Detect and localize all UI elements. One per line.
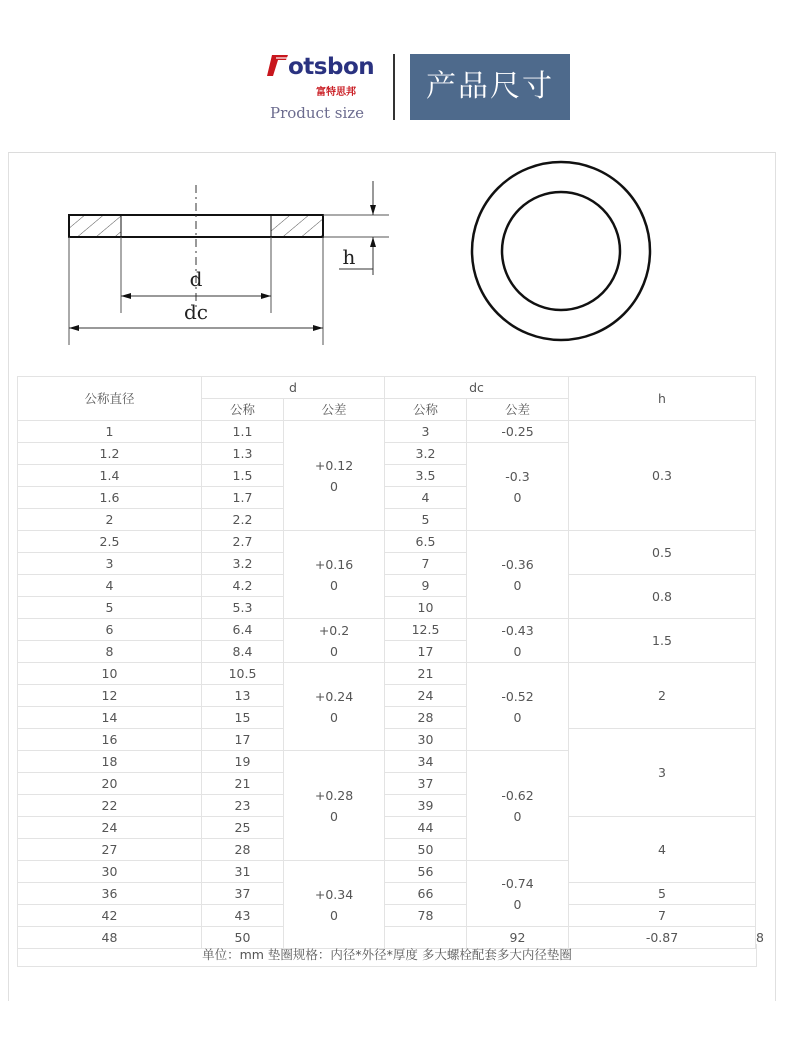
tolerance-upper: -0.87 xyxy=(645,930,679,945)
d-nominal-cell: 2.2 xyxy=(202,509,284,531)
d-tolerance-cell xyxy=(284,751,385,861)
header xyxy=(0,40,790,130)
dc-nominal-cell: 30 xyxy=(385,729,467,751)
header-d-nominal: 公称 xyxy=(202,399,284,421)
dc-nominal-cell: 12.5 xyxy=(385,619,467,641)
header-d: d xyxy=(202,377,385,399)
d-tolerance-cell xyxy=(284,619,385,663)
header-nominal: 公称直径 xyxy=(18,377,202,421)
nominal-size-cell: 5 xyxy=(18,597,202,619)
page-title: 产品尺寸 xyxy=(410,54,570,120)
tolerance-lower: 0 xyxy=(330,709,338,725)
label-h: h xyxy=(342,245,356,269)
d-nominal-cell: 1.7 xyxy=(202,487,284,509)
d-nominal-cell: 15 xyxy=(202,707,284,729)
nominal-size-cell: 3 xyxy=(18,553,202,575)
d-nominal-cell: 17 xyxy=(202,729,284,751)
tolerance-upper: -0.43 xyxy=(501,622,534,638)
brand-logo xyxy=(266,52,396,122)
tolerance-upper: +0.34 xyxy=(314,886,354,902)
nominal-size-cell: 36 xyxy=(18,883,202,905)
dc-nominal-cell: 3.2 xyxy=(385,443,467,465)
dc-tolerance-cell xyxy=(467,443,569,531)
brand-name: otsbon xyxy=(288,54,375,80)
spec-table xyxy=(17,376,764,949)
tolerance-upper: -0.62 xyxy=(501,787,534,803)
header-divider xyxy=(393,54,395,120)
d-nominal-cell: 1.1 xyxy=(202,421,284,443)
dc-tolerance-cell xyxy=(467,663,569,751)
table-row xyxy=(18,531,756,553)
header-dc-tolerance: 公差 xyxy=(467,399,569,421)
d-nominal-cell: 43 xyxy=(202,905,284,927)
tolerance-lower: 0 xyxy=(330,577,338,593)
thickness-cell: 2 xyxy=(569,663,756,729)
dc-nominal-cell: 28 xyxy=(385,707,467,729)
tolerance-lower: 0 xyxy=(330,643,338,659)
dc-nominal-cell: 4 xyxy=(385,487,467,509)
d-nominal-cell: 21 xyxy=(202,773,284,795)
dc-nominal-cell: 24 xyxy=(385,685,467,707)
d-tolerance-cell xyxy=(284,861,385,949)
nominal-size-cell: 2 xyxy=(18,509,202,531)
nominal-size-cell: 14 xyxy=(18,707,202,729)
table-row: 48 50 92 -0.87 8 xyxy=(18,927,756,949)
thickness-cell: 4 xyxy=(569,817,756,883)
tolerance-upper: +0.16 xyxy=(314,556,354,572)
tolerance-upper: -0.36 xyxy=(501,556,534,572)
nominal-size-cell: 16 xyxy=(18,729,202,751)
nominal-size-cell: 24 xyxy=(18,817,202,839)
thickness-cell: 7 xyxy=(569,905,756,927)
nominal-size-cell: 27 xyxy=(18,839,202,861)
tolerance-lower: 0 xyxy=(513,896,522,912)
dc-tolerance-cell xyxy=(467,619,569,663)
nominal-size-cell: 1 xyxy=(18,421,202,443)
nominal-size-cell: 4 xyxy=(18,575,202,597)
d-nominal-cell: 3.2 xyxy=(202,553,284,575)
dc-nominal-cell: 50 xyxy=(385,839,467,861)
header-dc-nominal: 公称 xyxy=(385,399,467,421)
table-row xyxy=(18,883,756,905)
d-nominal-cell: 31 xyxy=(202,861,284,883)
tolerance-upper: +0.24 xyxy=(314,688,354,704)
tolerance-upper: -0.74 xyxy=(501,875,534,891)
table-header-row xyxy=(18,377,756,399)
tolerance-upper: +0.12 xyxy=(314,457,354,473)
dc-nominal-cell: 66 xyxy=(385,883,467,905)
nominal-size-cell: 42 xyxy=(18,905,202,927)
tolerance-lower: 0 xyxy=(330,907,338,923)
dc-nominal-cell: 39 xyxy=(385,795,467,817)
nominal-size-cell: 2.5 xyxy=(18,531,202,553)
table-row xyxy=(18,619,756,641)
thickness-cell: 0.5 xyxy=(569,531,756,575)
thickness-cell: 0.3 xyxy=(569,421,756,531)
d-nominal-cell: 4.2 xyxy=(202,575,284,597)
thickness-cell: 0.8 xyxy=(569,575,756,619)
header-dc: dc xyxy=(385,377,569,399)
d-tolerance-cell xyxy=(284,531,385,619)
tolerance-upper: -0.52 xyxy=(501,688,534,704)
dc-nominal-cell: 34 xyxy=(385,751,467,773)
d-nominal-cell: 6.4 xyxy=(202,619,284,641)
nominal-size-cell: 6 xyxy=(18,619,202,641)
thickness-cell: 3 xyxy=(569,729,756,817)
nominal-size-cell: 10 xyxy=(18,663,202,685)
tolerance-lower: 0 xyxy=(513,489,522,505)
dc-nominal-cell: 37 xyxy=(385,773,467,795)
d-nominal-cell: 2.7 xyxy=(202,531,284,553)
spec-table-body xyxy=(18,377,764,949)
table-row xyxy=(18,905,756,927)
d-nominal-cell: 25 xyxy=(202,817,284,839)
subtitle: Product size xyxy=(270,104,365,122)
nominal-size-cell: 12 xyxy=(18,685,202,707)
tolerance-lower: 0 xyxy=(513,643,522,659)
d-nominal-cell: 23 xyxy=(202,795,284,817)
label-dc: dc xyxy=(183,300,209,324)
table-row xyxy=(18,421,756,443)
d-nominal-cell: 19 xyxy=(202,751,284,773)
dc-nominal-cell: 92 xyxy=(467,927,569,949)
dc-nominal-cell: 9 xyxy=(385,575,467,597)
dc-nominal-cell: 3.5 xyxy=(385,465,467,487)
d-nominal-cell: 10.5 xyxy=(202,663,284,685)
d-nominal-cell: 13 xyxy=(202,685,284,707)
tolerance-lower: 0 xyxy=(330,808,338,824)
d-nominal-cell: 5.3 xyxy=(202,597,284,619)
dc-tolerance-cell xyxy=(467,861,569,927)
nominal-size-cell: 48 xyxy=(18,927,202,949)
table-row xyxy=(18,817,756,839)
nominal-size-cell: 20 xyxy=(18,773,202,795)
d-tolerance-cell xyxy=(284,421,385,531)
washer-drawing xyxy=(9,153,775,373)
d-nominal-cell: 37 xyxy=(202,883,284,905)
dc-tolerance-cell xyxy=(467,531,569,619)
table-row xyxy=(18,663,756,685)
d-nominal-cell: 1.3 xyxy=(202,443,284,465)
header-d-tolerance: 公差 xyxy=(284,399,385,421)
table-footnote: 单位：mm 垫圈规格：内径*外径*厚度 多大螺栓配套多大内径垫圈 xyxy=(17,944,757,967)
nominal-size-cell: 1.6 xyxy=(18,487,202,509)
d-nominal-cell: 50 xyxy=(202,927,284,949)
d-nominal-cell: 28 xyxy=(202,839,284,861)
dc-tolerance-cell xyxy=(467,751,569,861)
dc-nominal-cell: 17 xyxy=(385,641,467,663)
tolerance-upper: +0.28 xyxy=(314,787,354,803)
d-nominal-cell: 8.4 xyxy=(202,641,284,663)
tolerance-upper: -0.3 xyxy=(505,468,530,484)
tolerance-lower: 0 xyxy=(513,577,522,593)
table-row xyxy=(18,729,756,751)
dc-nominal-cell: 5 xyxy=(385,509,467,531)
washer-side-view xyxy=(69,181,389,345)
dc-nominal-cell: 6.5 xyxy=(385,531,467,553)
tolerance-lower: 0 xyxy=(330,478,338,494)
nominal-size-cell: 1.2 xyxy=(18,443,202,465)
tolerance-lower: 0 xyxy=(513,808,522,824)
header-h: h xyxy=(569,377,756,421)
d-tolerance-cell xyxy=(284,663,385,751)
d-nominal-cell: 1.5 xyxy=(202,465,284,487)
thickness-cell: 5 xyxy=(569,883,756,905)
dc-nominal-cell: 10 xyxy=(385,597,467,619)
nominal-size-cell: 1.4 xyxy=(18,465,202,487)
dc-nominal-cell: 56 xyxy=(385,861,467,883)
nominal-size-cell: 30 xyxy=(18,861,202,883)
nominal-size-cell: 22 xyxy=(18,795,202,817)
tolerance-lower: 0 xyxy=(513,709,522,725)
brand-name-cn: 富特思邦 xyxy=(316,87,356,98)
tolerance-upper: +0.2 xyxy=(318,622,350,638)
dc-nominal-cell: 7 xyxy=(385,553,467,575)
nominal-size-cell: 18 xyxy=(18,751,202,773)
label-d: d xyxy=(189,267,203,291)
dc-nominal-cell: 44 xyxy=(385,817,467,839)
nominal-size-cell: 8 xyxy=(18,641,202,663)
washer-top-view xyxy=(472,162,650,340)
tolerance-upper: -0.25 xyxy=(501,424,534,439)
dc-tolerance-cell xyxy=(467,421,569,443)
dc-nominal-cell: 78 xyxy=(385,905,467,927)
table-row xyxy=(18,575,756,597)
thickness-cell: 1.5 xyxy=(569,619,756,663)
dc-nominal-cell: 3 xyxy=(385,421,467,443)
dc-nominal-cell: 21 xyxy=(385,663,467,685)
